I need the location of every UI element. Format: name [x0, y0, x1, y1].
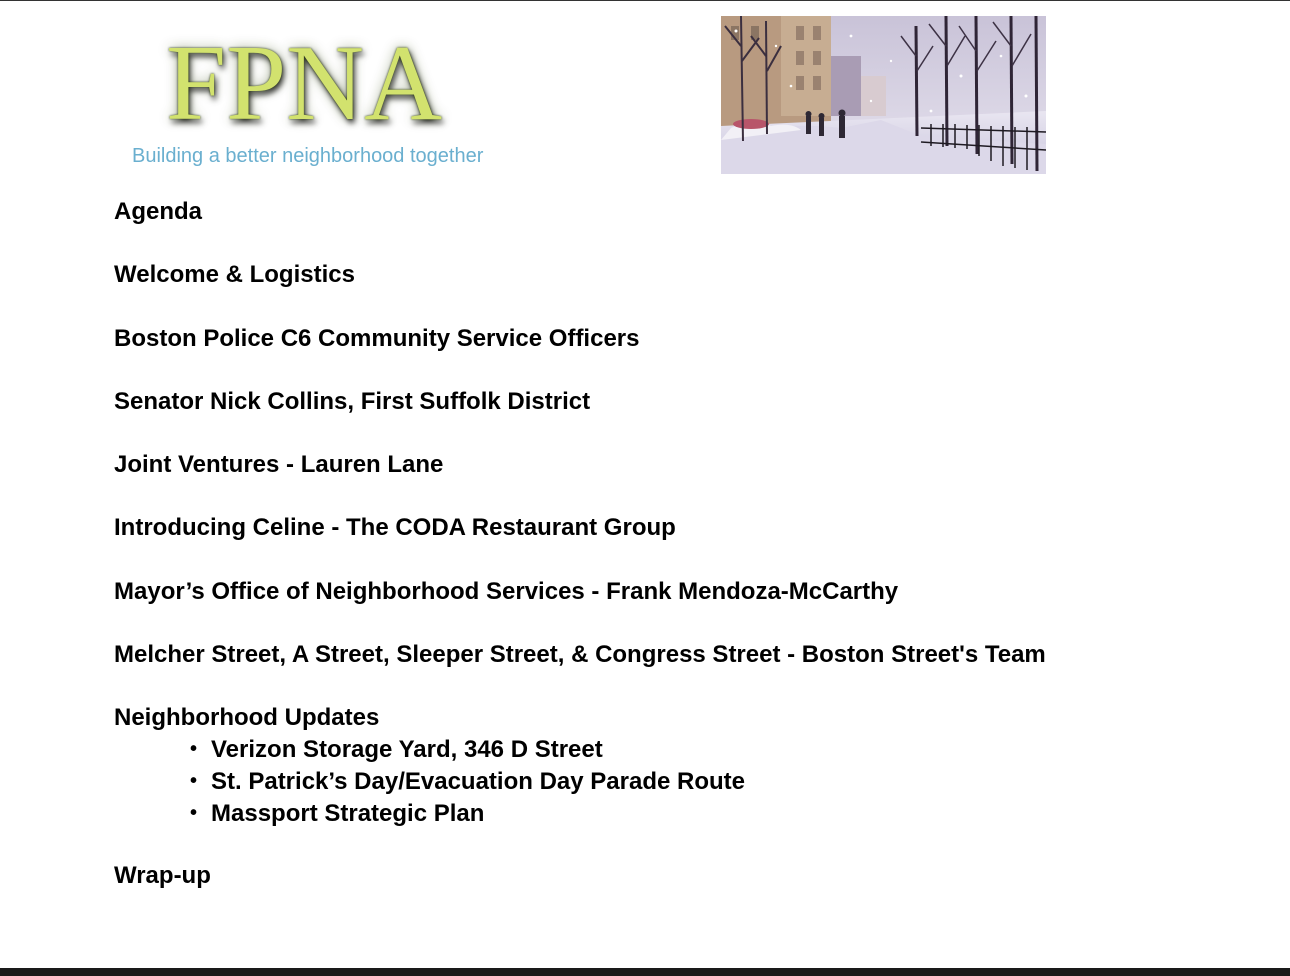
bottom-bar: [0, 968, 1290, 976]
update-item-label: Massport Strategic Plan: [211, 799, 485, 827]
update-item-label: Verizon Storage Yard, 346 D Street: [211, 736, 603, 764]
update-item-label: St. Patrick’s Day/Evacuation Day Parade Route: [211, 767, 745, 795]
bullet-icon: •: [190, 801, 198, 824]
tagline: Building a better neighborhood together: [132, 145, 484, 167]
top-rule: [0, 0, 1290, 1]
agenda-item: Mayor’s Office of Neighborhood Services - Frank Mendoza-McCarthy: [114, 577, 899, 605]
neighborhood-updates-heading: Neighborhood Updates: [114, 704, 380, 732]
agenda-item: Joint Ventures - Lauren Lane: [114, 451, 444, 479]
bullet-icon: •: [190, 738, 198, 761]
wrap-up-item: Wrap-up: [114, 862, 211, 890]
agenda-title: Agenda: [114, 198, 203, 225]
neighborhood-updates-list: [190, 734, 1264, 829]
fpna-logo: FPNA: [166, 24, 443, 143]
agenda-item: Senator Nick Collins, First Suffolk District: [114, 387, 591, 415]
update-item: [190, 798, 1264, 830]
agenda-item: Boston Police C6 Community Service Officers: [114, 324, 640, 352]
agenda-list: [114, 196, 1264, 924]
update-item: [190, 766, 1264, 798]
agenda-item: Introducing Celine - The CODA Restaurant Group: [114, 514, 676, 542]
update-item: [190, 734, 1264, 766]
agenda-item: Melcher Street, A Street, Sleeper Street, & Congress Street - Boston Street's Team: [114, 641, 1046, 669]
bullet-icon: •: [190, 769, 198, 792]
winter-street-painting: [721, 16, 1046, 174]
agenda-item: Welcome & Logistics: [114, 261, 355, 289]
